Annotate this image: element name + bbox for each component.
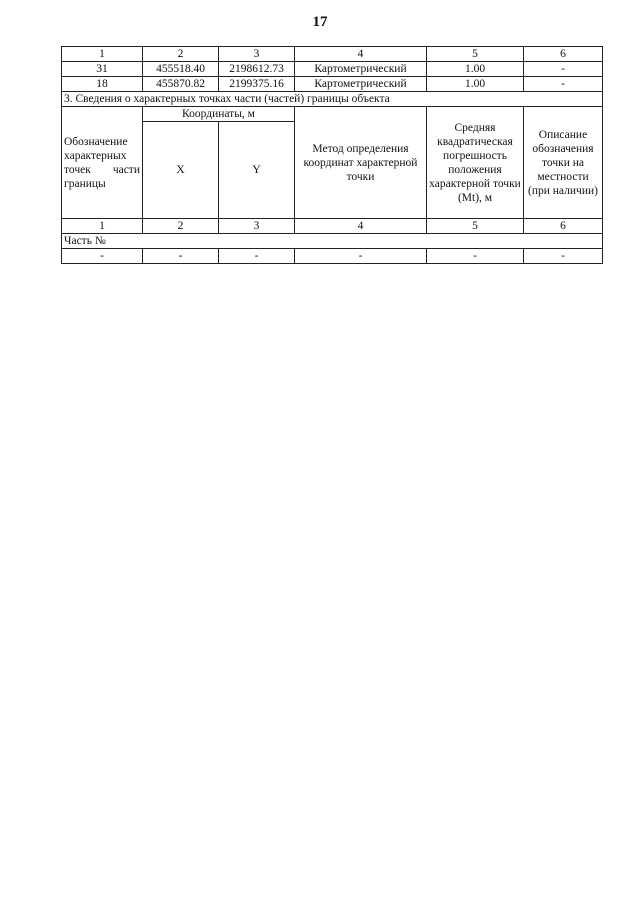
header-accuracy: Средняя квадратическая погрешность положения характерной точки (Mt), м xyxy=(427,107,524,219)
header-point-designation: Обозначение характерных точек части границы xyxy=(62,107,143,219)
header-row xyxy=(62,107,603,122)
header-y: Y xyxy=(219,122,295,219)
empty-cell: - xyxy=(219,249,295,264)
table-row xyxy=(62,62,603,77)
section-title-row xyxy=(62,92,603,107)
column-number: 5 xyxy=(427,219,524,234)
description-cell: - xyxy=(524,77,603,92)
header-description: Описание обозначения точки на местности (при наличии) xyxy=(524,107,603,219)
table-row xyxy=(62,77,603,92)
column-number: 4 xyxy=(295,219,427,234)
page-number: 17 xyxy=(312,14,328,30)
column-number: 3 xyxy=(219,219,295,234)
empty-cell: - xyxy=(295,249,427,264)
column-number-row xyxy=(62,219,603,234)
column-number: 2 xyxy=(143,219,219,234)
part-label: Часть № xyxy=(62,234,603,249)
y-coordinate-cell: 2198612.73 xyxy=(219,62,295,77)
column-number: 6 xyxy=(524,47,603,62)
x-coordinate-cell: 455870.82 xyxy=(143,77,219,92)
boundary-points-table xyxy=(61,46,603,264)
header-x: X xyxy=(143,122,219,219)
section-title: 3. Сведения о характерных точках части (частей) границы объекта xyxy=(62,92,603,107)
column-number: 2 xyxy=(143,47,219,62)
point-id-cell: 18 xyxy=(62,77,143,92)
column-number: 1 xyxy=(62,47,143,62)
accuracy-cell: 1.00 xyxy=(427,62,524,77)
method-cell: Картометрический xyxy=(295,77,427,92)
column-number: 1 xyxy=(62,219,143,234)
empty-cell: - xyxy=(524,249,603,264)
x-coordinate-cell: 455518.40 xyxy=(143,62,219,77)
y-coordinate-cell: 2199375.16 xyxy=(219,77,295,92)
empty-cell: - xyxy=(62,249,143,264)
column-number: 5 xyxy=(427,47,524,62)
header-method: Метод определения координат характерной точки xyxy=(295,107,427,219)
table-row xyxy=(62,249,603,264)
column-number: 6 xyxy=(524,219,603,234)
empty-cell: - xyxy=(143,249,219,264)
method-cell: Картометрический xyxy=(295,62,427,77)
description-cell: - xyxy=(524,62,603,77)
part-row xyxy=(62,234,603,249)
column-number: 4 xyxy=(295,47,427,62)
accuracy-cell: 1.00 xyxy=(427,77,524,92)
column-number-row xyxy=(62,47,603,62)
empty-cell: - xyxy=(427,249,524,264)
point-id-cell: 31 xyxy=(62,62,143,77)
column-number: 3 xyxy=(219,47,295,62)
header-coordinates: Координаты, м xyxy=(143,107,295,122)
